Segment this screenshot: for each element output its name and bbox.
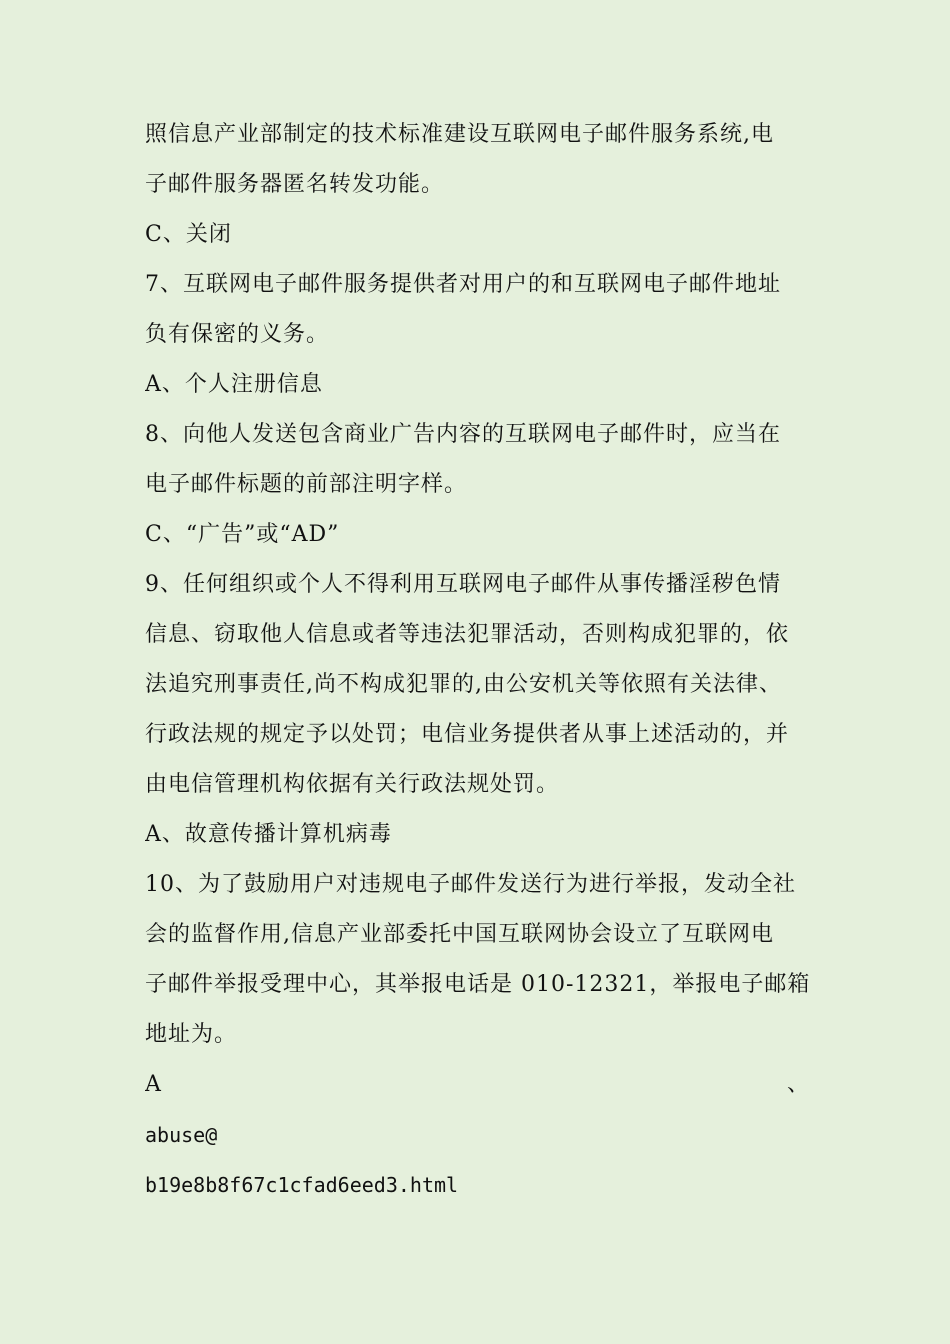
text-line: 地址为。: [145, 1022, 238, 1047]
answer-line: C、“广告”或“AD”: [145, 522, 340, 547]
text-line: 子邮件举报受理中心，其举报电话是 010-12321，举报电子邮箱: [145, 972, 810, 997]
email-prefix: abuse@: [145, 1123, 218, 1147]
document-body: [145, 110, 810, 1210]
answer-line: A、故意传播计算机病毒: [145, 822, 392, 847]
question-9: 9、任何组织或个人不得利用互联网电子邮件从事传播淫秽色情: [145, 572, 781, 597]
text-line: 会的监督作用,信息产业部委托中国互联网协会设立了互联网电: [145, 922, 774, 947]
text-line: 照信息产业部制定的技术标准建设互联网电子邮件服务系统,电: [145, 122, 774, 147]
text-line: 由电信管理机构依据有关行政法规处罚。: [145, 772, 560, 797]
text-line: 负有保密的义务。: [145, 322, 330, 347]
answer-line: A、个人注册信息: [145, 372, 323, 397]
question-10: 10、为了鼓励用户对违规电子邮件发送行为进行举报，发动全社: [145, 872, 796, 897]
answer-a-separator: 、: [786, 1072, 810, 1097]
text-line: 行政法规的规定予以处罚；电信业务提供者从事上述活动的，并: [145, 722, 790, 747]
filename-text: b19e8b8f67c1cfad6eed3.html: [145, 1173, 459, 1197]
text-line: 法追究刑事责任,尚不构成犯罪的,由公安机关等依照有关法律、: [145, 672, 782, 697]
text-line: 子邮件服务器匿名转发功能。: [145, 172, 445, 197]
text-line: 电子邮件标题的前部注明字样。: [145, 472, 468, 497]
answer-a-line: [145, 1060, 810, 1110]
answer-a-label: A: [145, 1072, 162, 1097]
answer-line: C、关闭: [145, 222, 232, 247]
text-line: 信息、窃取他人信息或者等违法犯罪活动，否则构成犯罪的，依: [145, 622, 790, 647]
question-8: 8、向他人发送包含商业广告内容的互联网电子邮件时，应当在: [145, 422, 781, 447]
question-7: 7、互联网电子邮件服务提供者对用户的和互联网电子邮件地址: [145, 272, 781, 297]
